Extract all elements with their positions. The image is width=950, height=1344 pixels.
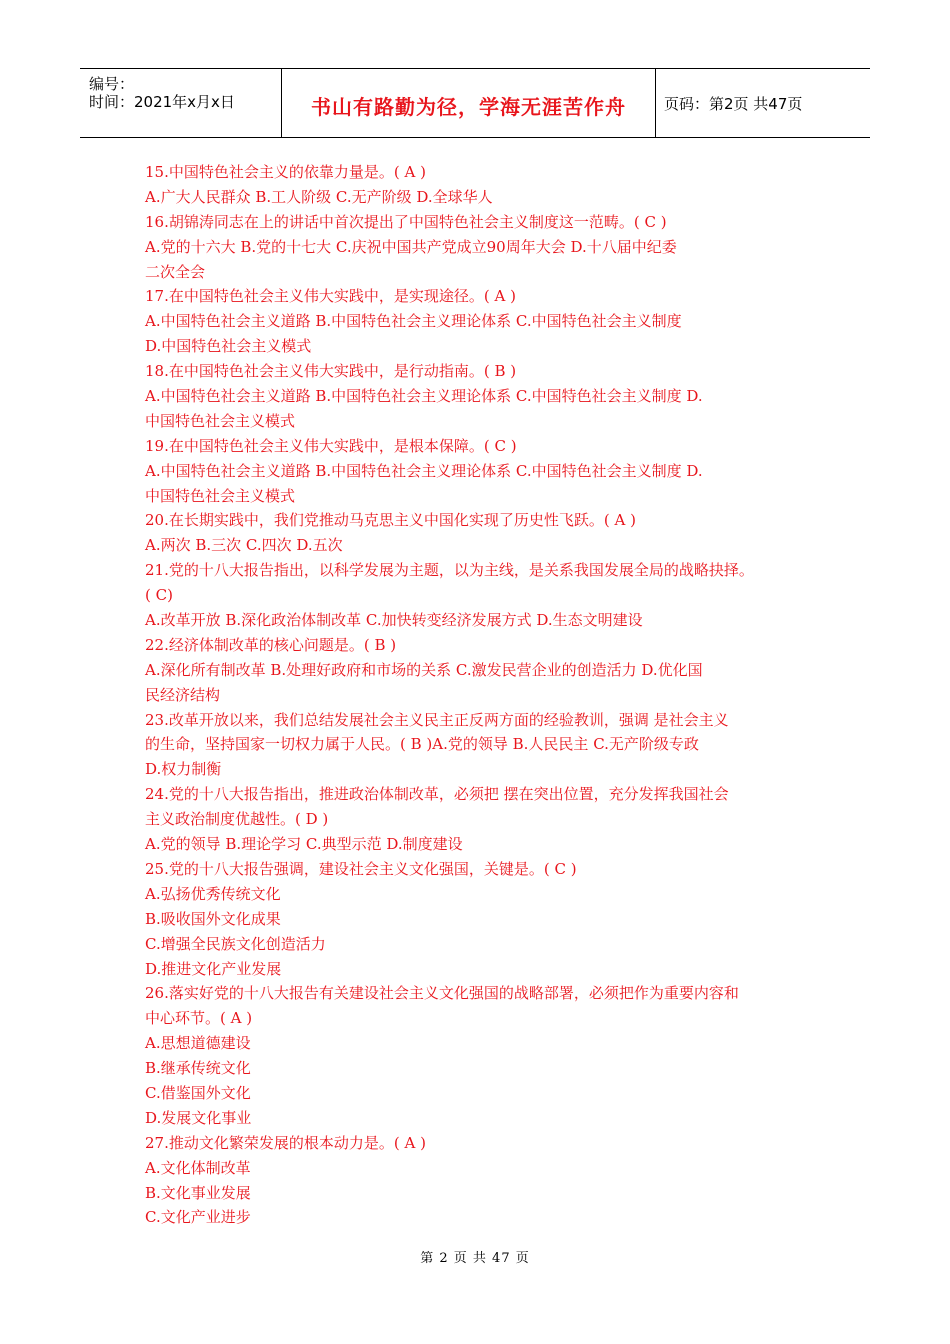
header-meta [80,69,281,137]
header-motto-cell [281,69,656,137]
option-line: 二次全会 [145,262,206,281]
option-line: A.中国特色社会主义道路 B.中国特色社会主义理论体系 C.中国特色社会主义制度 D. [145,461,703,480]
question-line: 17.在中国特色社会主义伟大实践中，是实现途径。( A ) [145,287,516,306]
question-line: 20.在长期实践中，我们党推动马克思主义中国化实现了历史性飞跃。( A ) [145,511,636,530]
question-line: 27.推动文化繁荣发展的根本动力是。( A ) [145,1133,426,1152]
question-line: 18.在中国特色社会主义伟大实践中，是行动指南。( B ) [145,362,517,381]
time-label: 时间：2021年x月x日 [89,93,235,111]
option-line: A.改革开放 B.深化政治体制改革 C.加快转变经济发展方式 D.生态文明建设 [145,611,643,630]
question-line: 15.中国特色社会主义的依靠力量是。( A ) [145,163,426,181]
option-line: A.广大人民群众 B.工人阶级 C.无产阶级 D.全球华人 [145,187,493,206]
question-line: 26.落实好党的十八大报告有关建设社会主义文化强国的战略部署，必须把作为重要内容和 [145,984,739,1003]
question-line: 25.党的十八大报告强调，建设社会主义文化强国，关键是。( C ) [145,859,577,878]
option-line: A.两次 B.三次 C.四次 D.五次 [145,536,343,555]
option-line: 主义政治制度优越性。( D ) [145,810,329,829]
option-line: D.推进文化产业发展 [145,959,282,978]
option-line: ( C) [145,586,173,605]
option-line: B.吸收国外文化成果 [145,909,281,928]
option-line: A.思想道德建设 [145,1034,251,1053]
question-line: 24.党的十八大报告指出，推进政治体制改革，必须把 摆在突出位置，充分发挥我国社会 [145,785,729,804]
option-line: 民经济结构 [145,685,221,704]
option-line: 中国特色社会主义模式 [145,411,296,430]
option-line: A.党的十六大 B.党的十七大 C.庆祝中国共产党成立90周年大会 D.十八届中纪委 [145,237,677,256]
option-line: A.深化所有制改革 B.处理好政府和市场的关系 C.激发民营企业的创造活力 D.优化国 [145,660,703,679]
question-line: 21.党的十八大报告指出，以科学发展为主题，以为主线，是关系我国发展全局的战略抉择。 [145,561,754,580]
option-line: D.中国特色社会主义模式 [145,337,312,356]
option-line: A.中国特色社会主义道路 B.中国特色社会主义理论体系 C.中国特色社会主义制度 [145,312,682,331]
option-line: B.继承传统文化 [145,1059,251,1078]
option-line: 的生命，坚持国家一切权力属于人民。( B )A.党的领导 B.人民民主 C.无产阶级专政 [145,735,699,754]
page-footer: 第 2 页 共 47 页 [420,1251,530,1266]
option-line: D.发展文化事业 [145,1108,252,1127]
question-line: 19.在中国特色社会主义伟大实践中，是根本保障。( C ) [145,436,517,455]
option-line: C.借鉴国外文化 [145,1083,251,1102]
motto-text: 书山有路勤为径，学海无涯苦作舟 [311,95,626,119]
question-list [145,160,825,1230]
option-line: A.中国特色社会主义道路 B.中国特色社会主义理论体系 C.中国特色社会主义制度 D. [145,387,703,406]
page-info: 页码：第2页 共47页 [664,95,803,113]
option-line: 中心环节。( A ) [145,1009,253,1028]
header-page-cell [655,69,870,137]
option-line: D.权力制衡 [145,760,222,779]
number-label: 编号： [89,75,135,93]
question-line: 22.经济体制改革的核心问题是。( B ) [145,635,397,654]
question-line: 16.胡锦涛同志在上的讲话中首次提出了中国特色社会主义制度这一范畴。( C ) [145,212,667,231]
option-line: A.党的领导 B.理论学习 C.典型示范 D.制度建设 [145,835,463,854]
page-header [80,68,870,138]
option-line: A.文化体制改革 [145,1158,251,1177]
option-line: C.文化产业进步 [145,1208,251,1227]
option-line: C.增强全民族文化创造活力 [145,934,326,953]
option-line: A.弘扬优秀传统文化 [145,884,281,903]
question-line: 23.改革开放以来，我们总结发展社会主义民主正反两方面的经验教训，强调 是社会主义 [145,710,729,729]
option-line: B.文化事业发展 [145,1183,251,1202]
option-line: 中国特色社会主义模式 [145,486,296,505]
